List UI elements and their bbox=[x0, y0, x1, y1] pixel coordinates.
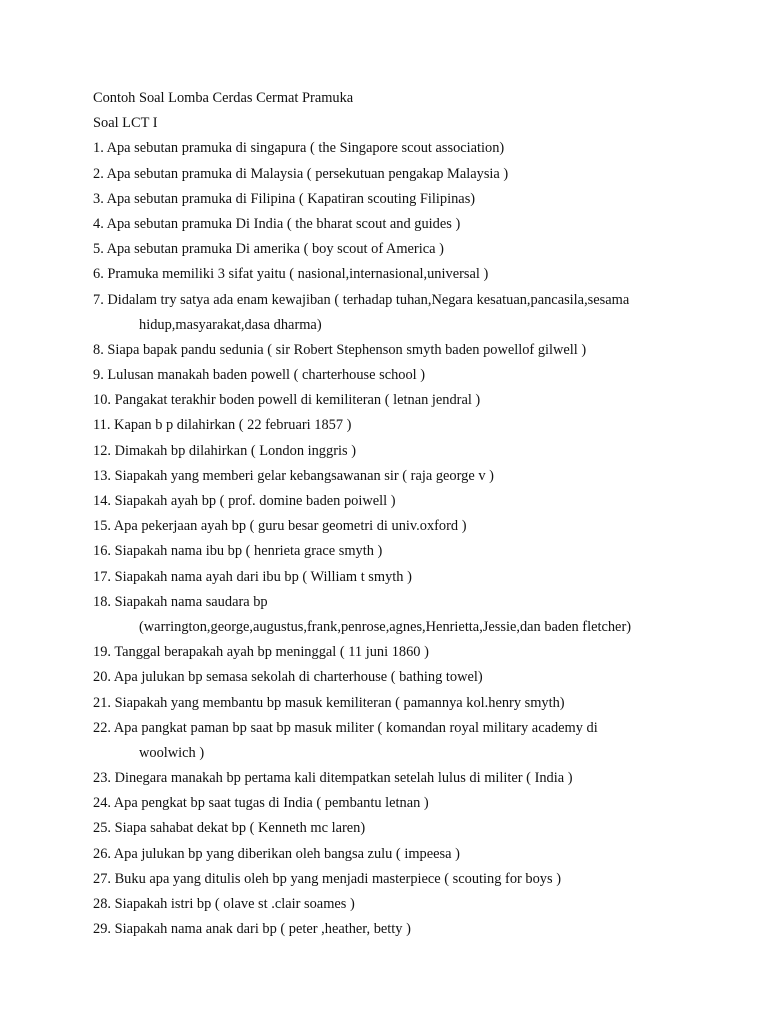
question-line: 24. Apa pengkat bp saat tugas di India ( pembantu letnan ) bbox=[93, 795, 429, 812]
question-line: 12. Dimakah bp dilahirkan ( London inggris ) bbox=[93, 442, 356, 459]
question-line: 18. Siapakah nama saudara bp bbox=[93, 593, 268, 610]
question-line: 29. Siapakah nama anak dari bp ( peter ,heather, betty ) bbox=[93, 921, 411, 938]
question-line: 22. Apa pangkat paman bp saat bp masuk militer ( komandan royal military academy di bbox=[93, 719, 598, 736]
question-line: 21. Siapakah yang membantu bp masuk kemiliteran ( pamannya kol.henry smyth) bbox=[93, 694, 565, 711]
question-line: 16. Siapakah nama ibu bp ( henrieta grace smyth ) bbox=[93, 543, 383, 560]
section-heading: Soal LCT I bbox=[93, 115, 158, 132]
question-line: 27. Buku apa yang ditulis oleh bp yang menjadi masterpiece ( scouting for boys ) bbox=[93, 870, 561, 887]
question-line: 11. Kapan b p dilahirkan ( 22 februari 1857 ) bbox=[93, 417, 352, 434]
question-line: 17. Siapakah nama ayah dari ibu bp ( William t smyth ) bbox=[93, 568, 412, 585]
question-line: 19. Tanggal berapakah ayah bp meninggal ( 11 juni 1860 ) bbox=[93, 644, 429, 661]
question-line: 15. Apa pekerjaan ayah bp ( guru besar geometri di univ.oxford ) bbox=[93, 518, 467, 535]
question-continuation: (warrington,george,augustus,frank,penrose,agnes,Henrietta,Jessie,dan baden fletcher) bbox=[139, 618, 632, 635]
question-line: 23. Dinegara manakah bp pertama kali ditempatkan setelah lulus di militer ( India ) bbox=[93, 770, 573, 787]
question-line: 1. Apa sebutan pramuka di singapura ( the Singapore scout association) bbox=[93, 140, 505, 157]
question-line: 14. Siapakah ayah bp ( prof. domine baden poiwell ) bbox=[93, 493, 396, 509]
question-line: 25. Siapa sahabat dekat bp ( Kenneth mc laren) bbox=[93, 820, 366, 837]
question-continuation: hidup,masyarakat,dasa dharma) bbox=[139, 316, 322, 333]
question-line: 7. Didalam try satya ada enam kewajiban ( terhadap tuhan,Negara kesatuan,pancasila,sesama bbox=[93, 291, 630, 308]
document-title: Contoh Soal Lomba Cerdas Cermat Pramuka bbox=[93, 90, 354, 106]
question-line: 26. Apa julukan bp yang diberikan oleh bangsa zulu ( impeesa ) bbox=[93, 845, 460, 862]
question-line: 3. Apa sebutan pramuka di Filipina ( Kapatiran scouting Filipinas) bbox=[93, 190, 476, 207]
question-line: 13. Siapakah yang memberi gelar kebangsawanan sir ( raja george v ) bbox=[93, 467, 494, 484]
question-line: 28. Siapakah istri bp ( olave st .clair soames ) bbox=[93, 896, 355, 912]
question-continuation: woolwich ) bbox=[139, 744, 205, 761]
question-line: 10. Pangakat terakhir boden powell di kemiliteran ( letnan jendral ) bbox=[93, 392, 481, 409]
question-line: 8. Siapa bapak pandu sedunia ( sir Robert Stephenson smyth baden powellof gilwell ) bbox=[93, 341, 587, 358]
question-line: 4. Apa sebutan pramuka Di India ( the bharat scout and guides ) bbox=[93, 215, 461, 232]
question-line: 6. Pramuka memiliki 3 sifat yaitu ( nasional,internasional,universal ) bbox=[93, 266, 489, 283]
question-line: 9. Lulusan manakah baden powell ( charterhouse school ) bbox=[93, 367, 426, 384]
question-line: 20. Apa julukan bp semasa sekolah di charterhouse ( bathing towel) bbox=[93, 669, 483, 686]
question-line: 2. Apa sebutan pramuka di Malaysia ( persekutuan pengakap Malaysia ) bbox=[93, 165, 509, 182]
document-body bbox=[93, 86, 733, 942]
question-line: 5. Apa sebutan pramuka Di amerika ( boy scout of America ) bbox=[93, 241, 444, 258]
